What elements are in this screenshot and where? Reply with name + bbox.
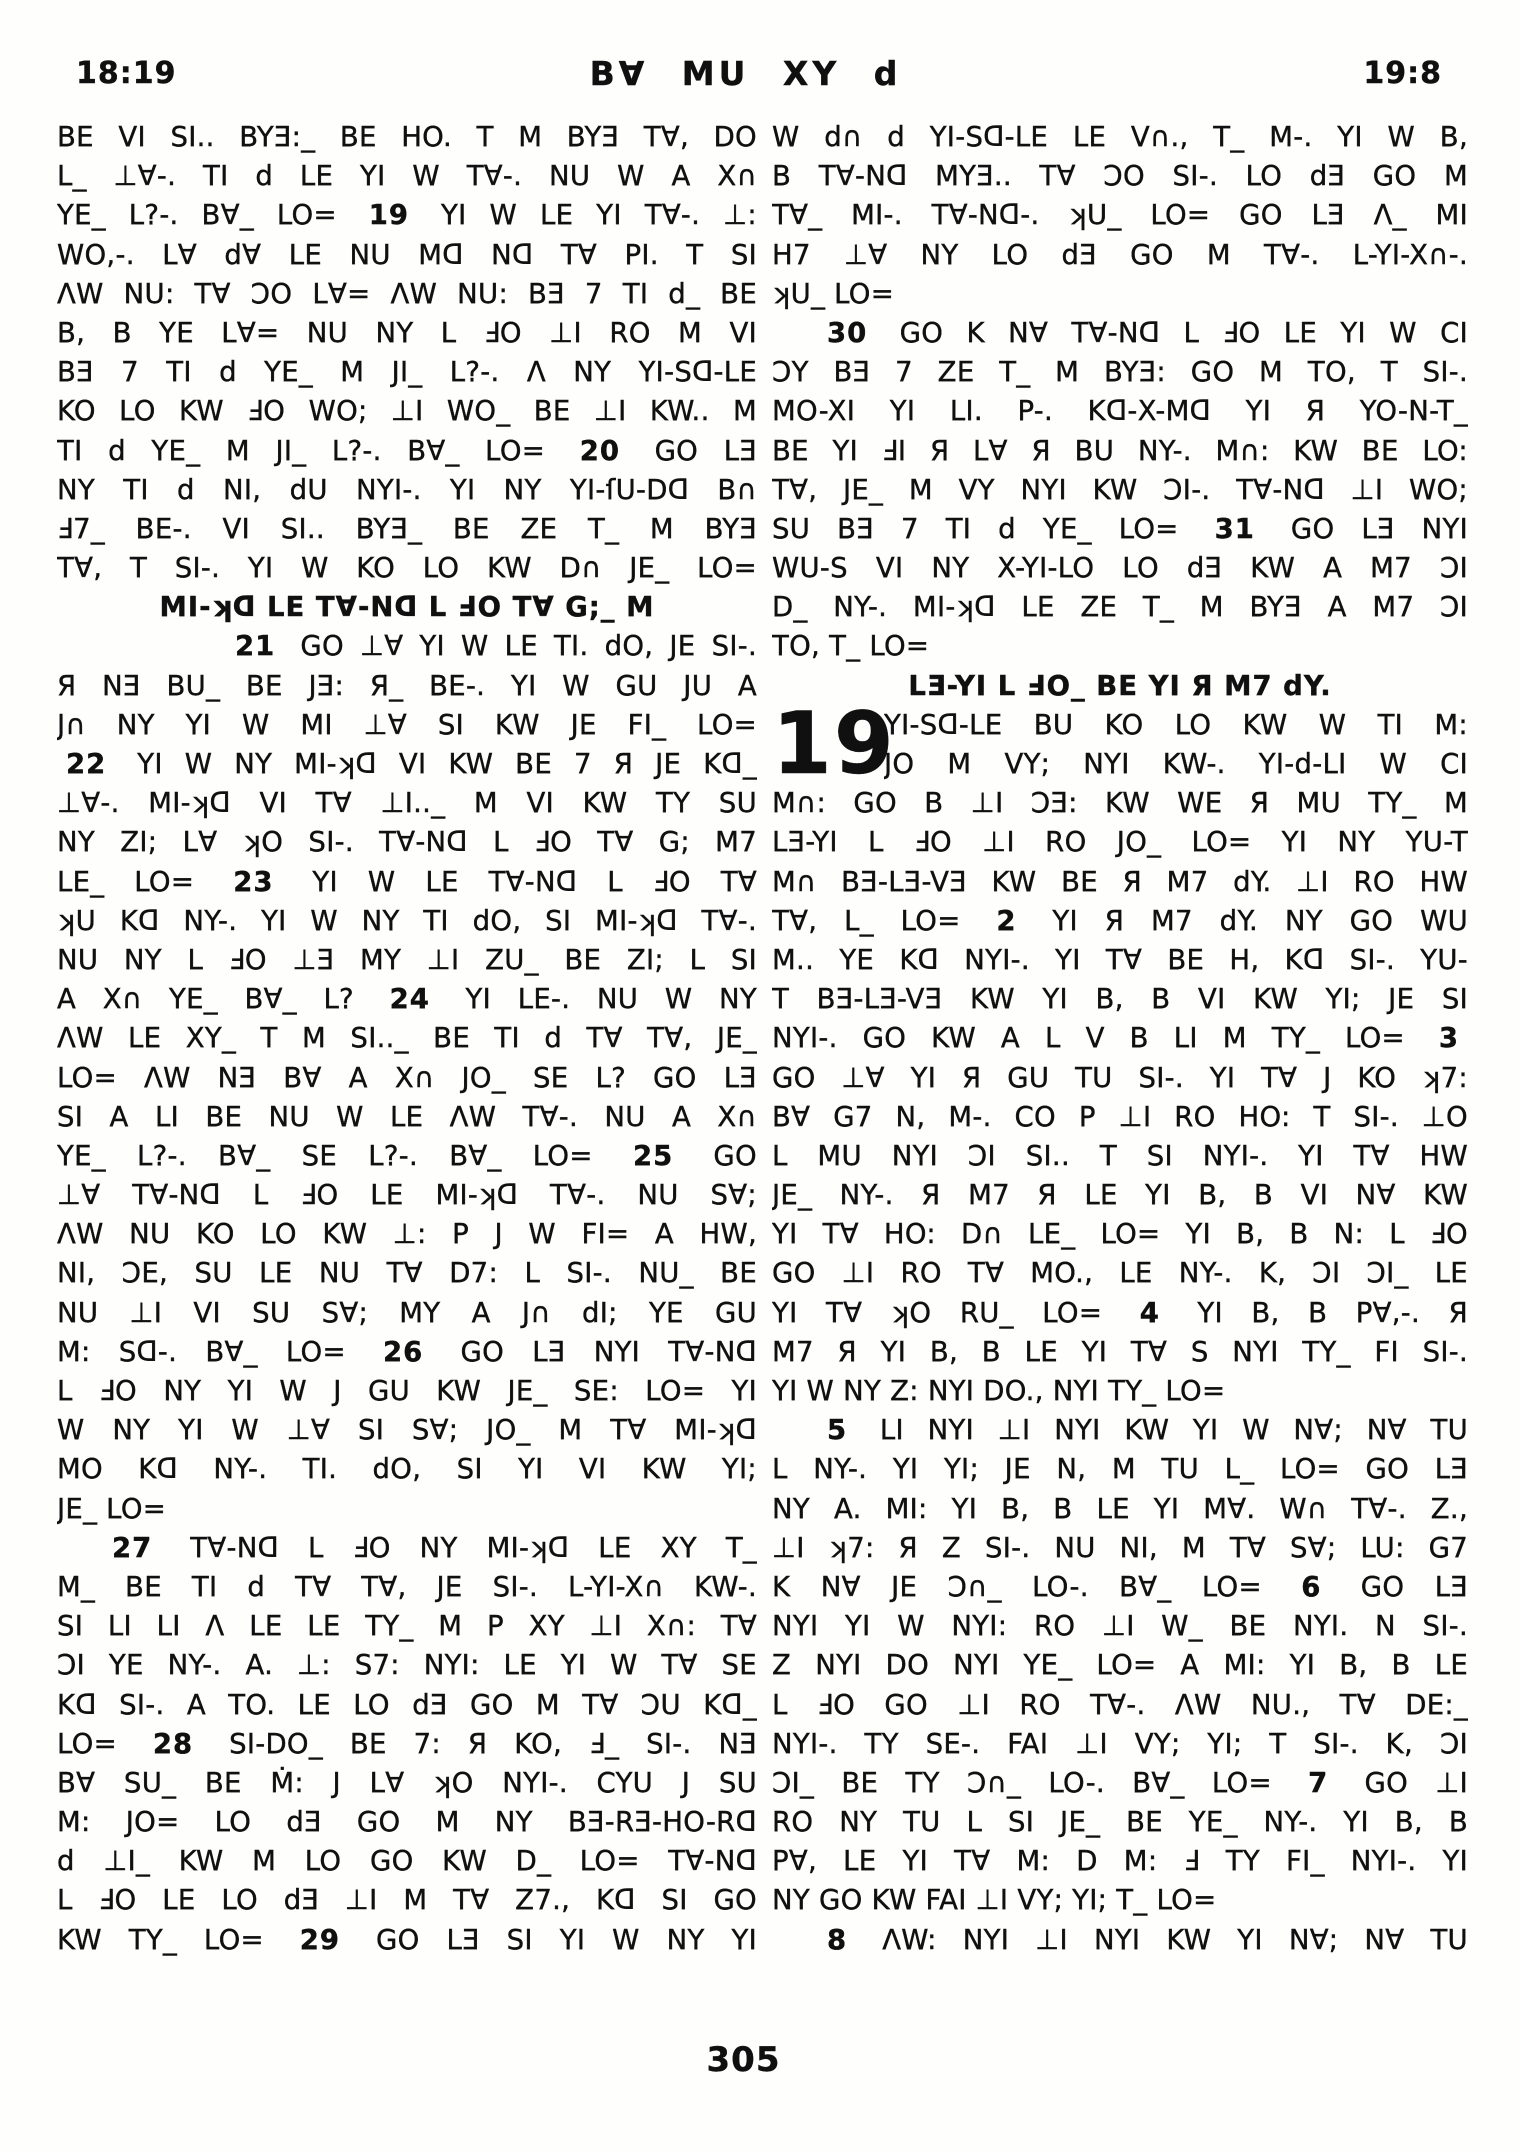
text-line: J∩ NY YI W MI ⊥∀ SI KW JE FI_ LO= <box>57 708 757 741</box>
text-line: M: Sᗡ-. B∀_ LO= 26 GO LƎ NYI T∀-Nᗡ <box>57 1335 757 1368</box>
text-line: SI LI LI Ʌ LE LE TY_ M P XY ⊥I X∩: T∀ <box>57 1610 757 1643</box>
left-column <box>57 118 757 1960</box>
text-line: BE YI ℲI Я L∀ Я BU NY-. M∩: KW BE LO: <box>772 434 1468 467</box>
text-line: ⊥I ʞ7: Я Z SI-. NU NI, M T∀ S∀; LU: G7 <box>772 1531 1468 1564</box>
text-line: ʞU Kᗡ NY-. YI W NY TI dO, SI MI-ʞᗡ T∀-. <box>57 904 757 937</box>
text-line: T∀_ MI-. T∀-Nᗡ-. ʞU_ LO= GO LƎ Ʌ_ MI <box>772 199 1468 232</box>
text-line: d ⊥I_ KW M LO GO KW D_ LO= T∀-Nᗡ <box>57 1845 757 1878</box>
text-line: JO M VY; NYI KW-. YI-d-LI W CI <box>884 748 1468 780</box>
text-line: L NY-. YI YI; JE N, M TU L_ LO= GO LƎ <box>772 1453 1468 1486</box>
text-line: Kᗡ SI-. A TO. LE LO dƎ GO M T∀ ƆU Kᗡ_ <box>57 1688 757 1721</box>
verse-number: 20 <box>579 434 620 467</box>
text-line: M∩: GO B ⊥I ƆƎ: KW WE Я MU TY_ M <box>772 787 1468 820</box>
chapter-number: 19 <box>772 693 896 794</box>
text-line: MO Kᗡ NY-. TI. dO, SI YI VI KW YI; <box>57 1453 757 1486</box>
verse-number: 7 <box>1308 1766 1329 1799</box>
text-line: L ℲO LE LO dƎ ⊥I M T∀ Z7., Kᗡ SI GO <box>57 1884 757 1917</box>
text-line: W d∩ d YI-Sᗡ-LE LE V∩., T_ M-. YI W B, <box>772 121 1468 153</box>
text-line: TO, T_ LO= <box>772 630 930 663</box>
verse-number: 24 <box>389 983 430 1016</box>
verse-number: 8 <box>827 1923 848 1956</box>
text-line: NYI YI W NYI: RO ⊥I W_ BE NYI. N SI-. <box>772 1610 1468 1643</box>
text-line: L ℲO NY YI W J GU KW JE_ SE: LO= YI <box>57 1375 757 1407</box>
text-line: P∀, LE YI T∀ M: D M: Ⅎ TY FI_ NYI-. YI <box>772 1845 1468 1878</box>
verse-number: 19 <box>368 199 410 232</box>
text-line: YE_ L?-. B∀_ LO= 19 YI W LE YI T∀-. ⊥: <box>57 199 757 232</box>
text-line: 22 YI W NY MI-ʞᗡ VI KW BE 7 Я JE Kᗡ_ <box>66 748 757 780</box>
verse-number: 3 <box>1438 1022 1459 1055</box>
verse-number: 25 <box>632 1139 674 1172</box>
text-line: NY GO KW FAI ⊥I VY; YI; T_ LO= <box>772 1884 1217 1917</box>
verse-number: 27 <box>112 1531 153 1564</box>
text-line: NY A. MI: YI B, B LE YI M∀. W∩ T∀-. Z., <box>772 1492 1468 1525</box>
verse-number: 5 <box>827 1414 848 1447</box>
text-line: A X∩ YE_ B∀_ L? 24 YI LE-. NU W NY <box>57 983 757 1016</box>
text-line: 5 LI NYI ⊥I NYI KW YI W N∀; N∀ TU <box>827 1414 1468 1447</box>
page-number: 305 <box>706 2040 781 2080</box>
text-line: K N∀ JE Ɔ∩_ LO-. B∀_ LO= 6 GO LƎ <box>772 1570 1468 1603</box>
text-line: B T∀-Nᗡ MYƎ.. T∀ ƆO SI-. LO dƎ GO M <box>772 160 1468 193</box>
book-title: B∀ MU XY d <box>589 54 902 93</box>
text-line: NY ZI; L∀ ʞO SI-. T∀-Nᗡ L ℲO T∀ G; M7 <box>57 826 757 859</box>
text-line: M∩ BƎ-LƎ-VƎ KW BE Я M7 dY. ⊥I RO HW <box>772 865 1468 898</box>
verse-number: 21 <box>235 630 276 663</box>
text-line: KO LO KW ℲO WO; ⊥I WO_ BE ⊥I KW.. M <box>57 395 757 428</box>
text-line: ɅW NU KO LO KW ⊥: P J W FI= A HW, <box>57 1218 757 1251</box>
text-line: T BƎ-LƎ-VƎ KW YI B, B VI KW YI; JE SI <box>772 983 1468 1016</box>
verse-number: 29 <box>299 1923 341 1956</box>
text-line: L MU NYI ƆI SI.. T SI NYI-. YI T∀ HW <box>772 1139 1468 1172</box>
text-line: WO,-. L∀ d∀ LE NU Mᗡ Nᗡ T∀ PI. T SI <box>57 238 757 271</box>
text-line: YI-Sᗡ-LE BU KO LO KW W TI M: <box>884 708 1468 741</box>
section-heading: LƎ-YI L ℲO_ BE YI Я M7 dY. <box>908 669 1332 702</box>
text-line: Я NƎ BU_ BE JƎ: Я_ BE-. YI W GU JU A <box>57 669 757 702</box>
text-line: ƆI YE NY-. A. ⊥: S7: NYI: LE YI W T∀ SE <box>57 1649 757 1682</box>
header-verse-ref-left: 18:19 <box>76 56 177 91</box>
text-line: ƆY BƎ 7 ZE T_ M BYƎ: GO M TO, T SI-. <box>772 356 1468 389</box>
text-line: ɅW LE XY_ T M SI.._ BE TI d T∀ T∀, JE_ <box>57 1022 757 1055</box>
text-line: YI T∀ ʞO RU_ LO= 4 YI B, B P∀,-. Я <box>772 1296 1468 1329</box>
text-line: TI d YE_ M JI_ L?-. B∀_ LO= 20 GO LƎ <box>57 434 757 467</box>
verse-number: 2 <box>996 904 1017 937</box>
text-line: NI, ƆE, SU LE NU T∀ D7: L SI-. NU_ BE <box>57 1257 757 1290</box>
text-line: LO= 28 SI-DO_ BE 7: Я KO, Ⅎ_ SI-. NƎ <box>57 1727 757 1760</box>
text-line: YI T∀ HO: D∩ LE_ LO= YI B, B N: L ℲO <box>772 1218 1468 1251</box>
text-line: NU ⊥I VI SU S∀; MY A J∩ dI; YE GU <box>57 1296 757 1329</box>
text-body <box>57 118 1468 1960</box>
text-line: L_ ⊥∀-. TI d LE YI W T∀-. NU W A X∩ <box>57 160 757 193</box>
verse-number: 30 <box>827 316 868 349</box>
text-line: T∀, T SI-. YI W KO LO KW D∩ JE_ LO= <box>57 552 757 585</box>
section-heading: MI-ʞᗡ LE T∀-Nᗡ L ℲO T∀ G;_ M <box>159 591 655 624</box>
text-line: ⊥∀-. MI-ʞᗡ VI T∀ ⊥I.._ M VI KW TY SU <box>57 787 757 820</box>
text-line: SI A LI BE NU W LE ɅW T∀-. NU A X∩ <box>57 1100 757 1133</box>
text-line: NY TI d NI, dU NYI-. YI NY YI-ſU-Dᗡ B∩ <box>57 473 757 506</box>
verse-number: 26 <box>383 1335 424 1368</box>
text-line: GO ⊥∀ YI Я GU TU SI-. YI T∀ J KO ʞ7: <box>772 1061 1468 1094</box>
text-line: YI W NY Z: NYI DO., NYI TY_ LO= <box>772 1375 1226 1407</box>
text-line: W NY YI W ⊥∀ SI S∀; JO_ M T∀ MI-ʞᗡ <box>57 1414 757 1447</box>
text-line: GO ⊥I RO T∀ MO., LE NY-. K, ƆI ƆI_ LE <box>772 1257 1468 1290</box>
text-line: ƆI_ BE TY Ɔ∩_ LO-. B∀_ LO= 7 GO ⊥I <box>772 1766 1468 1799</box>
text-line: LO= ɅW NƎ B∀ A X∩ JO_ SE L? GO LƎ <box>57 1061 757 1094</box>
text-line: ⊥∀ T∀-Nᗡ L ℲO LE MI-ʞᗡ T∀-. NU S∀; <box>57 1179 757 1212</box>
text-line: Ⅎ7_ BE-. VI SI.. BYƎ_ BE ZE T_ M BYƎ <box>57 512 757 545</box>
text-line: MO-XI YI LI. P-. Kᗡ-X-Mᗡ YI Я YO-N-T_ <box>772 395 1468 428</box>
text-line: YE_ L?-. B∀_ SE L?-. B∀_ LO= 25 GO <box>57 1139 757 1172</box>
text-line: BE VI SI.. BYƎ:_ BE HO. T M BYƎ T∀, DO <box>57 121 757 153</box>
verse-number: 6 <box>1301 1570 1322 1603</box>
text-line: 21 GO ⊥∀ YI W LE TI. dO, JE SI-. <box>235 630 757 663</box>
text-line: LƎ-YI L ℲO ⊥I RO JO_ LO= YI NY YU-T <box>772 826 1468 859</box>
text-line: LE_ LO= 23 YI W LE T∀-Nᗡ L ℲO T∀ <box>57 865 757 898</box>
text-line: NYI-. TY SE-. FAI ⊥I VY; YI; T SI-. K, ƆI <box>772 1727 1468 1760</box>
text-line: T∀, JE_ M VY NYI KW ƆI-. T∀-Nᗡ ⊥I WO; <box>772 473 1468 506</box>
text-line: M7 Я YI B, B LE YI T∀ S NYI TY_ FI SI-. <box>772 1335 1468 1368</box>
text-line: D_ NY-. MI-ʞᗡ LE ZE T_ M BYƎ A M7 ƆI <box>772 591 1468 624</box>
verse-number: 23 <box>233 865 274 898</box>
verse-number: 28 <box>152 1727 194 1760</box>
header-verse-ref-right: 19:8 <box>1363 56 1442 91</box>
right-column <box>772 118 1468 1960</box>
text-line: B∀ SU_ BE Ṁ: J L∀ ʞO NYI-. CYU J SU <box>57 1766 757 1799</box>
text-line: B, B YE L∀= NU NY L ℲO ⊥I RO M VI <box>57 316 757 349</box>
text-line: B∀ G7 N, M-. CO P ⊥I RO HO: T SI-. ⊥O <box>772 1100 1468 1133</box>
text-line: 27 T∀-Nᗡ L ℲO NY MI-ʞᗡ LE XY T_ <box>112 1531 757 1564</box>
text-line: M: JO= LO dƎ GO M NY BƎ-RƎ-HO-Rᗡ <box>57 1806 757 1839</box>
text-line: Z NYI DO NYI YE_ LO= A MI: YI B, B LE <box>772 1649 1468 1682</box>
text-line: L ℲO GO ⊥I RO T∀-. ɅW NU., T∀ DE:_ <box>772 1688 1468 1721</box>
text-line: ɅW NU: T∀ ƆO L∀= ɅW NU: BƎ 7 TI d_ BE <box>57 277 757 310</box>
text-line: NU NY L ℲO ⊥Ǝ MY ⊥I ZU_ BE ZI; L SI <box>57 943 757 976</box>
running-header <box>0 56 1521 102</box>
text-line: SU BƎ 7 TI d YE_ LO= 31 GO LƎ NYI <box>772 512 1468 545</box>
text-line: BƎ 7 TI d YE_ M JI_ L?-. Ʌ NY YI-Sᗡ-LE <box>57 356 757 389</box>
text-line: H7 ⊥∀ NY LO dƎ GO M T∀-. L-YI-X∩-. <box>772 238 1468 271</box>
text-line: JE_ NY-. Я M7 Я LE YI B, B VI N∀ KW <box>772 1179 1468 1212</box>
text-line: ʞU_ LO= <box>772 277 895 310</box>
text-line: JE_ LO= <box>57 1492 167 1525</box>
text-line: RO NY TU L SI JE_ BE YE_ NY-. YI B, B <box>772 1806 1468 1839</box>
text-line: M.. YE Kᗡ NYI-. YI T∀ BE H, Kᗡ SI-. YU- <box>772 943 1468 976</box>
text-line: KW TY_ LO= 29 GO LƎ SI YI W NY YI <box>57 1923 757 1956</box>
text-line: M_ BE TI d T∀ T∀, JE SI-. L-YI-X∩ KW-. <box>57 1570 757 1603</box>
text-line: NYI-. GO KW A L V B LI M TY_ LO= 3 <box>772 1022 1459 1055</box>
verse-number: 22 <box>66 748 107 780</box>
text-line: WU-S VI NY X-YI-LO LO dƎ KW A M7 ƆI <box>772 552 1468 585</box>
verse-number: 4 <box>1139 1296 1160 1329</box>
verse-number: 31 <box>1214 512 1255 545</box>
text-line: 8 ɅW: NYI ⊥I NYI KW YI N∀; N∀ TU <box>827 1923 1468 1956</box>
text-line: T∀, L_ LO= 2 YI Я M7 dY. NY GO WU <box>772 904 1468 937</box>
text-line: 30 GO K N∀ T∀-Nᗡ L ℲO LE YI W CI <box>827 316 1468 349</box>
